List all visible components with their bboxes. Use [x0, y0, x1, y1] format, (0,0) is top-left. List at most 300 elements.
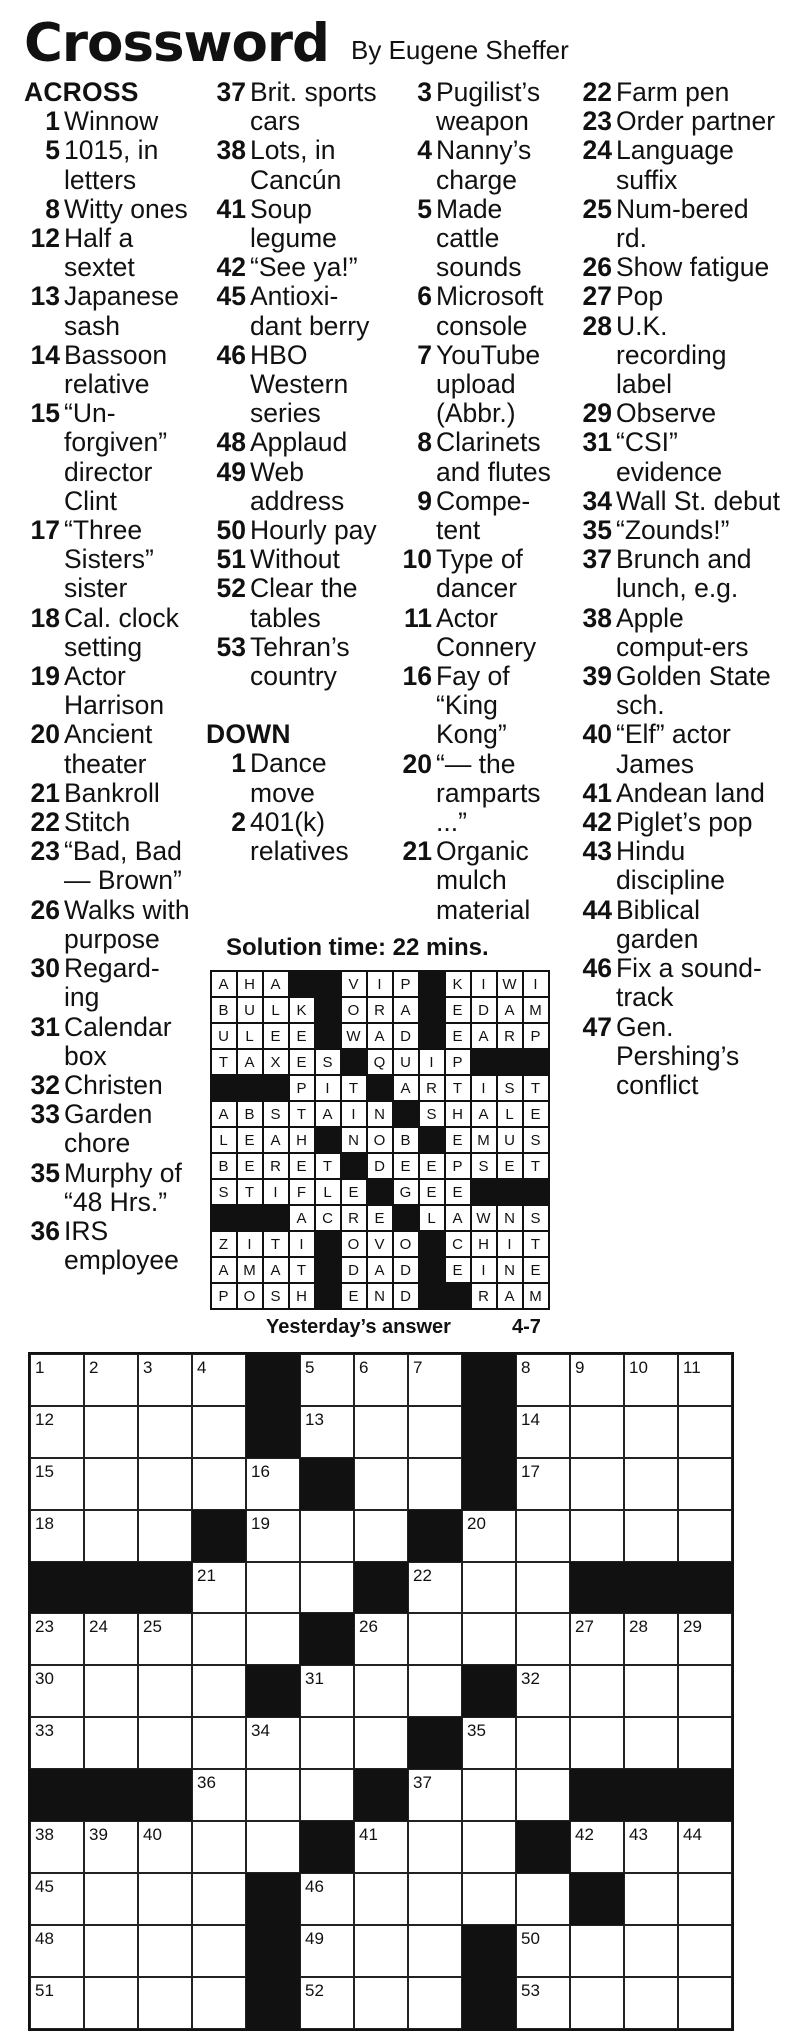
puzzle-date: 4-7 [512, 1316, 541, 1338]
clue-number: 14 [30, 339, 60, 370]
cell-number: 15 [35, 1461, 54, 1481]
grid-cell[interactable] [570, 1406, 624, 1458]
solution-black-square [419, 1231, 445, 1257]
grid-cell[interactable] [354, 1406, 408, 1458]
grid-cell[interactable] [138, 1458, 192, 1510]
grid-cell[interactable] [84, 1821, 138, 1873]
clue-number: 11 [403, 602, 432, 633]
solution-letter: L [237, 1023, 263, 1049]
clue-item [386, 837, 566, 925]
solution-letter: E [445, 1179, 471, 1205]
grid-cell[interactable] [516, 1562, 570, 1614]
yesterdays-answer-caption: Yesterday’s answer [266, 1316, 451, 1338]
solution-letter: E [341, 1179, 367, 1205]
clue-text: Pop [616, 281, 664, 312]
grid-cell[interactable] [84, 1977, 138, 2029]
clue-number: 7 [417, 339, 432, 370]
grid-cell[interactable] [246, 1510, 300, 1562]
cell-number: 22 [413, 1565, 432, 1585]
grid-cell[interactable] [408, 1821, 462, 1873]
clue-number: 1 [231, 748, 246, 779]
black-square [570, 1873, 624, 1925]
clue-item [24, 779, 192, 808]
cell-number: 6 [359, 1358, 369, 1377]
clue-item [570, 954, 780, 1012]
yesterdays-answer-grid [210, 970, 550, 1310]
clue-text: Type of dancer [436, 544, 523, 604]
clue-text: Applaud [250, 427, 348, 458]
grid-cell[interactable] [516, 1613, 570, 1665]
grid-cell[interactable] [678, 1977, 732, 2029]
solution-letter: C [445, 1231, 471, 1257]
clue-text: “Un-forgiven” director Clint [64, 398, 168, 516]
cell-number: 1 [35, 1358, 45, 1377]
grid-cell[interactable] [192, 1925, 246, 1977]
clue-number: 34 [582, 485, 612, 516]
grid-cell[interactable] [624, 1613, 678, 1665]
grid-cell[interactable] [462, 1873, 516, 1925]
solution-letter: L [497, 1101, 523, 1127]
clue-text: 401(k) relatives [250, 806, 349, 867]
grid-cell[interactable] [84, 1925, 138, 1977]
clue-item [570, 545, 780, 603]
grid-cell[interactable] [192, 1769, 246, 1821]
cell-number: 14 [521, 1409, 540, 1429]
solution-letter: T [263, 1231, 289, 1257]
clue-item [24, 282, 192, 340]
cell-number: 26 [359, 1617, 378, 1637]
clue-text: Golden State sch. [616, 661, 771, 721]
grid-cell[interactable] [354, 1717, 408, 1769]
grid-cell[interactable] [462, 1717, 516, 1769]
grid-cell[interactable] [624, 1977, 678, 2029]
grid-cell[interactable] [138, 1665, 192, 1717]
solution-letter: T [289, 1257, 315, 1283]
clue-item [570, 779, 780, 808]
solution-time: Solution time: 22 mins. [226, 934, 489, 961]
solution-letter: P [393, 971, 419, 997]
grid-cell[interactable] [84, 1613, 138, 1665]
solution-letter: S [263, 1101, 289, 1127]
grid-cell[interactable] [678, 1406, 732, 1458]
cell-number: 13 [305, 1409, 324, 1429]
grid-cell[interactable] [516, 1769, 570, 1821]
clue-text: Regard-ing [64, 953, 160, 1013]
solution-letter: W [497, 971, 523, 997]
black-square [570, 1562, 624, 1614]
grid-cell[interactable] [516, 1406, 570, 1458]
clue-text: “See ya!” [250, 252, 358, 283]
grid-cell[interactable] [408, 1613, 462, 1665]
solution-letter: P [445, 1153, 471, 1179]
grid-cell[interactable] [246, 1717, 300, 1769]
grid-cell[interactable] [624, 1665, 678, 1717]
black-square [246, 1873, 300, 1925]
grid-cell[interactable] [138, 1613, 192, 1665]
grid-cell[interactable] [516, 1510, 570, 1562]
clue-number: 44 [582, 894, 612, 925]
solution-letter: K [289, 997, 315, 1023]
grid-cell[interactable] [678, 1925, 732, 1977]
grid-cell[interactable] [678, 1665, 732, 1717]
grid-cell[interactable] [570, 1665, 624, 1717]
solution-letter: W [471, 1205, 497, 1231]
solution-letter: A [497, 1283, 523, 1309]
grid-cell[interactable] [462, 1613, 516, 1665]
grid-cell[interactable] [300, 1717, 354, 1769]
clue-number: 41 [216, 193, 246, 224]
solution-letter: H [471, 1231, 497, 1257]
clue-item [24, 808, 192, 837]
grid-cell[interactable] [624, 1354, 678, 1406]
black-square [462, 1977, 516, 2029]
clue-number: 26 [582, 252, 612, 283]
clue-item [570, 516, 780, 545]
grid-cell[interactable] [354, 1873, 408, 1925]
clue-item [386, 604, 566, 662]
grid-cell[interactable] [138, 1977, 192, 2029]
grid-cell[interactable] [678, 1717, 732, 1769]
solution-letter: U [211, 1023, 237, 1049]
grid-cell[interactable] [570, 1977, 624, 2029]
grid-cell[interactable] [516, 1925, 570, 1977]
clue-text: “Elf” actor James [616, 719, 731, 779]
solution-letter: E [393, 1153, 419, 1179]
grid-cell[interactable] [30, 1717, 84, 1769]
solution-letter: T [315, 1153, 341, 1179]
clue-item [24, 1100, 192, 1158]
grid-cell[interactable] [30, 1458, 84, 1510]
grid-cell[interactable] [300, 1873, 354, 1925]
grid-cell[interactable] [354, 1665, 408, 1717]
grid-cell[interactable] [624, 1510, 678, 1562]
grid-cell[interactable] [192, 1873, 246, 1925]
clue-number: 18 [30, 602, 60, 633]
clue-text: Piglet’s pop [616, 807, 753, 838]
clue-number: 3 [417, 77, 432, 107]
grid-cell[interactable] [30, 1613, 84, 1665]
black-square [246, 1977, 300, 2029]
grid-cell[interactable] [300, 1925, 354, 1977]
solution-letter: O [367, 1127, 393, 1153]
grid-cell[interactable] [678, 1354, 732, 1406]
solution-letter: S [471, 1153, 497, 1179]
solution-letter: H [289, 1283, 315, 1309]
clue-text: IRS employee [64, 1215, 179, 1276]
grid-cell[interactable] [516, 1717, 570, 1769]
clue-item [24, 1071, 192, 1100]
grid-cell[interactable] [354, 1925, 408, 1977]
clue-number: 53 [216, 631, 246, 662]
solution-letter: I [471, 1075, 497, 1101]
grid-cell[interactable] [192, 1665, 246, 1717]
grid-cell[interactable] [192, 1821, 246, 1873]
solution-letter: M [523, 997, 549, 1023]
clue-item [206, 136, 381, 194]
grid-cell[interactable] [516, 1977, 570, 2029]
grid-cell[interactable] [462, 1769, 516, 1821]
clue-text: Half a sextet [64, 223, 135, 283]
solution-letter: U [393, 1049, 419, 1075]
grid-cell[interactable] [354, 1354, 408, 1406]
across-heading: ACROSS [24, 77, 139, 107]
grid-cell[interactable] [246, 1769, 300, 1821]
clue-number: 8 [45, 193, 60, 224]
grid-cell[interactable] [30, 1925, 84, 1977]
solution-letter: X [263, 1049, 289, 1075]
clue-number: 32 [30, 1069, 60, 1100]
grid-cell[interactable] [300, 1354, 354, 1406]
clue-item [24, 1217, 192, 1275]
solution-letter: D [471, 997, 497, 1023]
black-square [84, 1562, 138, 1614]
grid-cell[interactable] [570, 1925, 624, 1977]
clue-text: Hourly pay [250, 515, 377, 546]
clue-number: 2 [231, 806, 246, 837]
grid-cell[interactable] [624, 1873, 678, 1925]
grid-cell[interactable] [246, 1821, 300, 1873]
grid-cell[interactable] [138, 1873, 192, 1925]
solution-black-square [419, 971, 445, 997]
grid-cell[interactable] [624, 1821, 678, 1873]
clue-text: Show fatigue [616, 252, 770, 283]
grid-cell[interactable] [678, 1613, 732, 1665]
grid-cell[interactable] [300, 1562, 354, 1614]
solution-letter: U [237, 997, 263, 1023]
grid-cell[interactable] [30, 1406, 84, 1458]
grid-cell[interactable] [138, 1510, 192, 1562]
grid-cell[interactable] [354, 1821, 408, 1873]
solution-letter: M [237, 1257, 263, 1283]
solution-letter: T [523, 1153, 549, 1179]
clue-number: 12 [30, 223, 60, 254]
clue-item [24, 341, 192, 399]
clue-number: 13 [30, 281, 60, 312]
grid-cell[interactable] [354, 1458, 408, 1510]
grid-cell[interactable] [516, 1458, 570, 1510]
grid-cell[interactable] [192, 1977, 246, 2029]
clue-item [570, 1013, 780, 1101]
grid-cell[interactable] [624, 1458, 678, 1510]
grid-cell[interactable] [192, 1458, 246, 1510]
grid-cell[interactable] [300, 1665, 354, 1717]
clue-text: Soup legume [250, 193, 337, 254]
grid-cell[interactable] [408, 1406, 462, 1458]
black-square [678, 1769, 732, 1821]
clue-number: 38 [582, 602, 612, 633]
solution-letter: N [367, 1101, 393, 1127]
grid-cell[interactable] [84, 1510, 138, 1562]
grid-cell[interactable] [570, 1354, 624, 1406]
grid-cell[interactable] [138, 1925, 192, 1977]
solution-black-square [237, 1205, 263, 1231]
grid-cell[interactable] [246, 1562, 300, 1614]
grid-cell[interactable] [624, 1925, 678, 1977]
grid-cell[interactable] [408, 1925, 462, 1977]
cell-number: 35 [467, 1721, 486, 1741]
grid-cell[interactable] [408, 1769, 462, 1821]
grid-cell[interactable] [138, 1717, 192, 1769]
solution-letter: I [497, 1231, 523, 1257]
grid-cell[interactable] [516, 1354, 570, 1406]
clue-item [24, 604, 192, 662]
black-square [354, 1769, 408, 1821]
clue-item [24, 224, 192, 282]
grid-cell[interactable] [408, 1562, 462, 1614]
clue-text: Clear the tables [250, 573, 358, 633]
grid-cell[interactable] [300, 1510, 354, 1562]
solution-black-square [393, 1205, 419, 1231]
grid-cell[interactable] [678, 1873, 732, 1925]
grid-cell[interactable] [624, 1406, 678, 1458]
page-title: Crossword [24, 13, 329, 74]
grid-cell[interactable] [84, 1665, 138, 1717]
clue-text: Wall St. debut [616, 485, 780, 516]
grid-cell[interactable] [84, 1873, 138, 1925]
grid-cell[interactable] [138, 1406, 192, 1458]
clue-text: U.K. recording label [616, 310, 727, 400]
solution-black-square [315, 971, 341, 997]
solution-letter: A [237, 1049, 263, 1075]
solution-black-square [263, 1075, 289, 1101]
grid-cell[interactable] [408, 1665, 462, 1717]
clue-text: Lots, in Cancún [250, 135, 342, 195]
clue-text: Bassoon relative [64, 339, 168, 400]
grid-cell[interactable] [678, 1821, 732, 1873]
solution-black-square [471, 1049, 497, 1075]
grid-cell[interactable] [354, 1977, 408, 2029]
clue-item [386, 487, 566, 545]
grid-cell[interactable] [84, 1717, 138, 1769]
grid-cell[interactable] [30, 1510, 84, 1562]
clue-number: 1 [45, 106, 60, 137]
grid-cell[interactable] [30, 1354, 84, 1406]
clue-text: Murphy of “48 Hrs.” [64, 1157, 182, 1217]
grid-cell[interactable] [570, 1613, 624, 1665]
grid-cell[interactable] [570, 1458, 624, 1510]
grid-cell[interactable] [678, 1458, 732, 1510]
grid-cell[interactable] [30, 1873, 84, 1925]
grid-cell[interactable] [30, 1977, 84, 2029]
grid-cell[interactable] [300, 1977, 354, 2029]
grid-cell[interactable] [570, 1821, 624, 1873]
grid-cell[interactable] [138, 1821, 192, 1873]
solution-letter: A [367, 1257, 393, 1283]
solution-letter: F [289, 1179, 315, 1205]
clue-item [570, 720, 780, 778]
clue-item [206, 545, 381, 574]
clue-number: 42 [582, 807, 612, 838]
grid-cell[interactable] [246, 1458, 300, 1510]
grid-cell[interactable] [408, 1873, 462, 1925]
clue-text: Biblical garden [616, 894, 700, 954]
grid-cell[interactable] [192, 1613, 246, 1665]
grid-cell[interactable] [300, 1406, 354, 1458]
grid-cell[interactable] [462, 1821, 516, 1873]
solution-letter: R [263, 1153, 289, 1179]
solution-letter: K [445, 971, 471, 997]
grid-cell[interactable] [354, 1613, 408, 1665]
grid-cell[interactable] [192, 1354, 246, 1406]
clue-item [206, 195, 381, 253]
grid-cell[interactable] [30, 1665, 84, 1717]
grid-cell[interactable] [300, 1769, 354, 1821]
clue-item [570, 487, 780, 516]
cell-number: 5 [305, 1358, 315, 1377]
solution-letter: P [445, 1049, 471, 1075]
clue-text: Actor Harrison [64, 661, 165, 721]
solution-letter: U [497, 1127, 523, 1153]
grid-cell[interactable] [138, 1354, 192, 1406]
solution-letter: P [211, 1283, 237, 1309]
clue-item [570, 896, 780, 954]
solution-letter: I [471, 971, 497, 997]
black-square [300, 1613, 354, 1665]
clue-item [206, 341, 381, 429]
black-square [246, 1665, 300, 1717]
clue-text: Language suffix [616, 135, 734, 195]
grid-cell[interactable] [570, 1510, 624, 1562]
solution-letter: S [315, 1049, 341, 1075]
solution-letter: N [341, 1127, 367, 1153]
grid-cell[interactable] [408, 1977, 462, 2029]
grid-cell[interactable] [30, 1821, 84, 1873]
grid-cell[interactable] [246, 1613, 300, 1665]
solution-black-square [211, 1075, 237, 1101]
clue-text: Hindu discipline [616, 836, 726, 896]
grid-cell[interactable] [192, 1406, 246, 1458]
clue-text: Winnow [64, 106, 159, 137]
cell-number: 41 [359, 1825, 378, 1845]
clue-item [386, 78, 566, 136]
clue-item [570, 837, 780, 895]
grid-cell[interactable] [516, 1665, 570, 1717]
solution-black-square [497, 1179, 523, 1205]
cell-number: 16 [251, 1461, 270, 1481]
grid-cell[interactable] [84, 1406, 138, 1458]
grid-cell[interactable] [84, 1354, 138, 1406]
solution-black-square [367, 1179, 393, 1205]
grid-cell[interactable] [354, 1510, 408, 1562]
clue-item [386, 136, 566, 194]
solution-letter: R [341, 1205, 367, 1231]
clue-number: 46 [582, 953, 612, 984]
solution-letter: D [393, 1023, 419, 1049]
grid-cell[interactable] [678, 1510, 732, 1562]
clue-item [570, 253, 780, 282]
cell-number: 43 [629, 1825, 648, 1845]
grid-cell[interactable] [570, 1717, 624, 1769]
grid-cell[interactable] [192, 1562, 246, 1614]
grid-cell[interactable] [408, 1354, 462, 1406]
solution-letter: I [471, 1257, 497, 1283]
solution-letter: G [393, 1179, 419, 1205]
grid-cell[interactable] [408, 1458, 462, 1510]
grid-cell[interactable] [624, 1717, 678, 1769]
grid-cell[interactable] [462, 1562, 516, 1614]
grid-cell[interactable] [84, 1458, 138, 1510]
grid-cell[interactable] [462, 1510, 516, 1562]
clue-text: Japanese sash [64, 281, 179, 341]
grid-cell[interactable] [192, 1717, 246, 1769]
grid-cell[interactable] [516, 1873, 570, 1925]
black-square [462, 1665, 516, 1717]
clue-text: Gen. Pershing’s conflict [616, 1011, 740, 1100]
cell-number: 40 [143, 1825, 162, 1845]
clue-text: HBO Western series [250, 339, 349, 429]
solution-letter: E [341, 1283, 367, 1309]
crossword-grid [28, 1352, 734, 2031]
